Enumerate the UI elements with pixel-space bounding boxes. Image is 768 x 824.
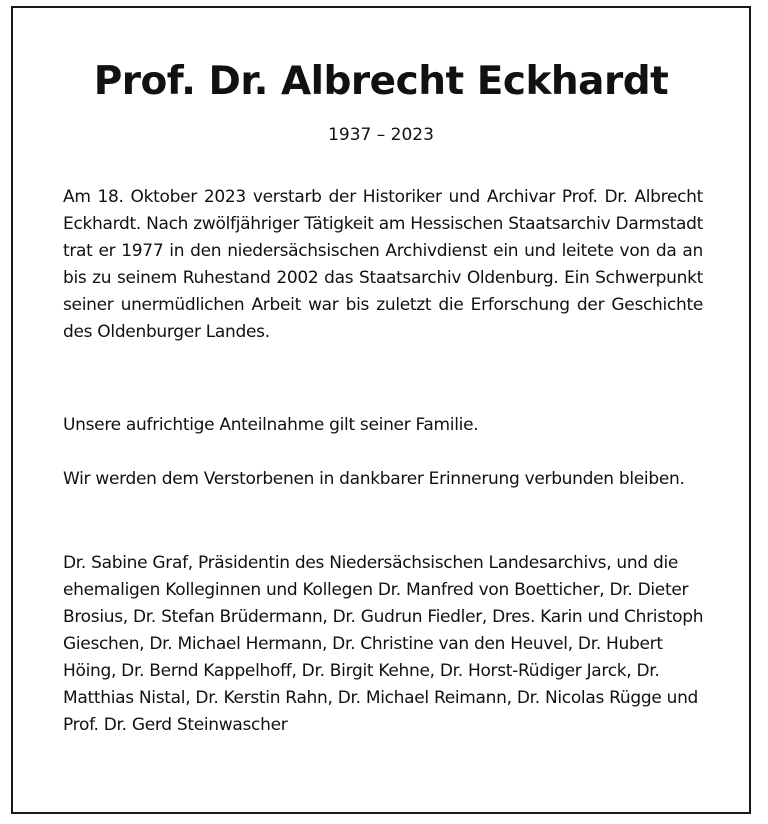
obituary-paragraph-biography: Am 18. Oktober 2023 verstarb der Historiker und Archivar Prof. Dr. Albrecht Eckhardt. Nach zwölfjähriger Tätigkeit am Hessischen Staatsarchiv Darmstadt trat er 1977 in den niedersächsischen Archivdienst ein und leitete von da an bis zu seinem Ruhestand 2002 das Staatsarchiv Oldenburg. Ein Schwerpunkt seiner unermüdlichen Arbeit war bis zuletzt die Erforschung der Geschichte des Oldenburger Landes. <box>63 187 703 342</box>
life-dates: 1937 – 2023 <box>328 125 434 145</box>
obituary-signatories: Dr. Sabine Graf, Präsidentin des Niedersächsischen Landesarchivs, und die ehemaligen Kolleginnen und Kollegen Dr. Manfred von Boetticher, Dr. Dieter Brosius, Dr. Stefan Brüdermann, Dr. Gudrun Fiedler, Dres. Karin und Christoph Gieschen, Dr. Michael Hermann, Dr. Christine van den Heuvel, Dr. Hubert Höing, Dr. Bernd Kappelhoff, Dr. Birgit Kehne, Dr. Horst-Rüdiger Jarck, Dr. Matthias Nistal, Dr. Kerstin Rahn, Dr. Michael Reimann, Dr. Nicolas Rügge und Prof. Dr. Gerd Steinwascher <box>63 553 704 735</box>
obituary-paragraph-remembrance: Wir werden dem Verstorbenen in dankbarer Erinnerung verbunden bleiben. <box>63 469 685 489</box>
obituary-paragraph-condolence: Unsere aufrichtige Anteilnahme gilt seiner Familie. <box>63 415 479 435</box>
deceased-name: Prof. Dr. Albrecht Eckhardt <box>93 59 669 104</box>
obituary-notice <box>11 6 751 814</box>
